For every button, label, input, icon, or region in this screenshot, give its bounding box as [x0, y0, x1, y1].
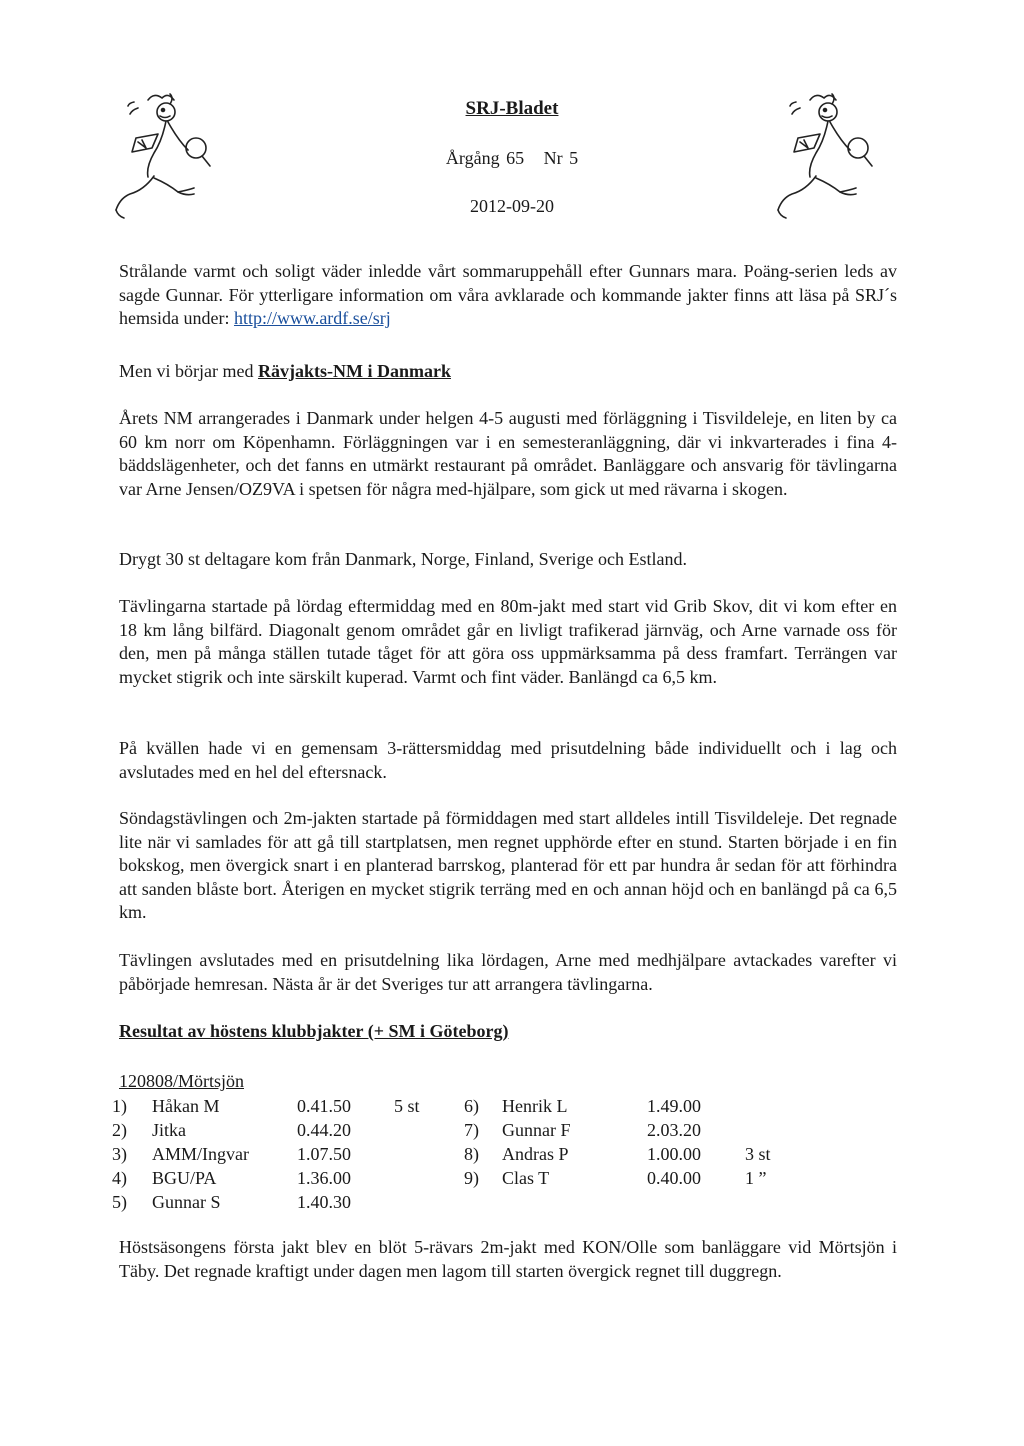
- found-count-cell: [394, 1118, 464, 1142]
- race-time-cell: 1.49.00: [647, 1096, 701, 1116]
- intro-paragraph: [119, 260, 897, 331]
- placing-cell: 4): [112, 1168, 127, 1188]
- intro-text: Strålande varmt och soligt väder inledde vårt sommaruppehåll efter Gunnars mara. Poäng-serien leds av sagde Gunnar. För ytterligare information om våra avklarade och kommande jakter finns att läsa på SRJ´s hemsida under:: [119, 261, 897, 328]
- placing-cell: 3): [112, 1144, 127, 1164]
- race-time-cell: 1.00.00: [647, 1144, 701, 1164]
- competitor-name-cell: BGU/PA: [152, 1168, 217, 1188]
- race-summary: Höstsäsongens första jakt blev en blöt 5-rävars 2m-jakt med KON/Olle som banläggare vid Mörtsjön i Täby. Det regnade kraftigt under dagen men lagom till starten övergick regnet till duggregn.: [119, 1237, 897, 1281]
- found-count-cell: [394, 1190, 464, 1214]
- found-count-cell: [745, 1094, 771, 1118]
- race-time-cell: 1.36.00: [297, 1168, 351, 1188]
- race-time-cell: 1.40.30: [297, 1192, 351, 1212]
- competitor-name-cell: Jitka: [152, 1120, 186, 1140]
- found-count-cell: 5 st: [394, 1096, 420, 1116]
- table-row: [112, 1118, 771, 1142]
- found-count-cell: 3 st: [745, 1144, 771, 1164]
- placing-cell: 2): [112, 1120, 127, 1140]
- placing-cell: 5): [112, 1192, 127, 1212]
- table-row: [112, 1190, 771, 1214]
- issue-date: 2012-09-20: [470, 196, 554, 216]
- competitor-name-cell: Andras P: [502, 1144, 569, 1164]
- nm-paragraph-2: Drygt 30 st deltagare kom från Danmark, Norge, Finland, Sverige och Estland.: [119, 549, 688, 569]
- placing-cell: 6): [464, 1096, 479, 1116]
- nm-intro-line: [119, 360, 897, 384]
- race-time-cell: 0.41.50: [297, 1096, 351, 1116]
- nm-paragraph-6: Tävlingen avslutades med en prisutdelning lika lördagen, Arne med medhjälpare avtackades varefter vi påbörjade hemresan. Nästa år är det Sveriges tur att arrangera tävlingarna.: [119, 950, 897, 994]
- found-count-cell: [394, 1166, 464, 1190]
- newsletter-title: SRJ-Bladet: [465, 98, 559, 119]
- table-row: [112, 1166, 771, 1190]
- found-count-cell: [745, 1190, 771, 1214]
- placing-cell: 7): [464, 1120, 479, 1140]
- srj-website-link[interactable]: http://www.ardf.se/srj: [233, 308, 391, 328]
- competitor-name-cell: Clas T: [502, 1168, 550, 1188]
- competitor-name-cell: Gunnar F: [502, 1120, 571, 1140]
- nm-paragraph-3: Tävlingarna startade på lördag eftermiddag med en 80m-jakt med start vid Grib Skov, dit vi kom efter en 18 km lång bilfärd. Diagonalt genom området går en livligt trafikerad järnväg, och Arne varnade oss för den, men på många ställen tutade tåget för att göra oss uppmärksamma på dess framfart. Terrängen var mycket stigrik och inte särskilt kuperad. Varmt och fint väder. Banlängd ca 6,5 km.: [119, 596, 897, 687]
- fox-hunter-mascot-icon: [770, 86, 890, 221]
- results-heading-line: [119, 1020, 897, 1044]
- placing-cell: 1): [112, 1096, 127, 1116]
- table-row: [112, 1094, 771, 1118]
- results-heading: Resultat av höstens klubbjakter (+ SM i Göteborg): [119, 1021, 509, 1041]
- placing-cell: 9): [464, 1168, 479, 1188]
- nm-paragraph-1: Årets NM arrangerades i Danmark under helgen 4-5 augusti med förläggning i Tisvildeleje, en liten by ca 60 km norr om Köpenhamn. Förläggningen var i en semesteranläggning, där vi inkvarterades i fina 4-bäddslägenheter, och det fanns en utmärkt restaurant på området. Banläggare och ansvarig för tävlingarna var Arne Jensen/OZ9VA i spetsen för några med-hjälpare, som gick ut med rävarna i skogen.: [119, 408, 897, 499]
- found-count-cell: [394, 1142, 464, 1166]
- newsletter-header: [0, 0, 1024, 240]
- race-time-cell: 0.40.00: [647, 1168, 701, 1188]
- race-time-cell: 1.07.50: [297, 1144, 351, 1164]
- nm-paragraph-4: På kvällen hade vi en gemensam 3-rättersmiddag med prisutdelning både individuellt och i lag och avslutades med en hel del eftersnack.: [119, 738, 897, 782]
- competitor-name-cell: [502, 1190, 647, 1214]
- competitor-name-cell: Håkan M: [152, 1096, 220, 1116]
- nm-section-heading: Rävjakts-NM i Danmark: [257, 361, 451, 381]
- race-title-line: [119, 1070, 897, 1094]
- table-row: [112, 1142, 771, 1166]
- nm-paragraph-5: Söndagstävlingen och 2m-jakten startade på förmiddagen med start alldeles intill Tisvildeleje. Det regnade lite när vi samlades för att gå till startplatsen, men regnet upphörde efter en stund. Starten började i en fin bokskog, men övergick snart i en planterad barrskog, planterad för ett par hundra år sedan för att förhindra att sanden blåste bort. Återigen en mycket stigrik terräng med en och annan höjd och en banlängd på ca 6,5 km.: [119, 808, 897, 922]
- placing-cell: 8): [464, 1144, 479, 1164]
- placing-cell: [464, 1190, 502, 1214]
- competitor-name-cell: Henrik L: [502, 1096, 568, 1116]
- found-count-cell: [745, 1118, 771, 1142]
- nm-intro-prefix: Men vi börjar med: [119, 361, 258, 381]
- race-time-cell: 0.44.20: [297, 1120, 351, 1140]
- competitor-name-cell: AMM/Ingvar: [152, 1144, 249, 1164]
- results-table: [112, 1094, 771, 1214]
- issue-number: Årgång 65 Nr 5: [445, 148, 579, 168]
- race-time-cell: [647, 1190, 745, 1214]
- race-time-cell: 2.03.20: [647, 1120, 701, 1140]
- competitor-name-cell: Gunnar S: [152, 1192, 221, 1212]
- race-title: 120808/Mörtsjön: [119, 1071, 245, 1091]
- found-count-cell: 1 ”: [745, 1168, 767, 1188]
